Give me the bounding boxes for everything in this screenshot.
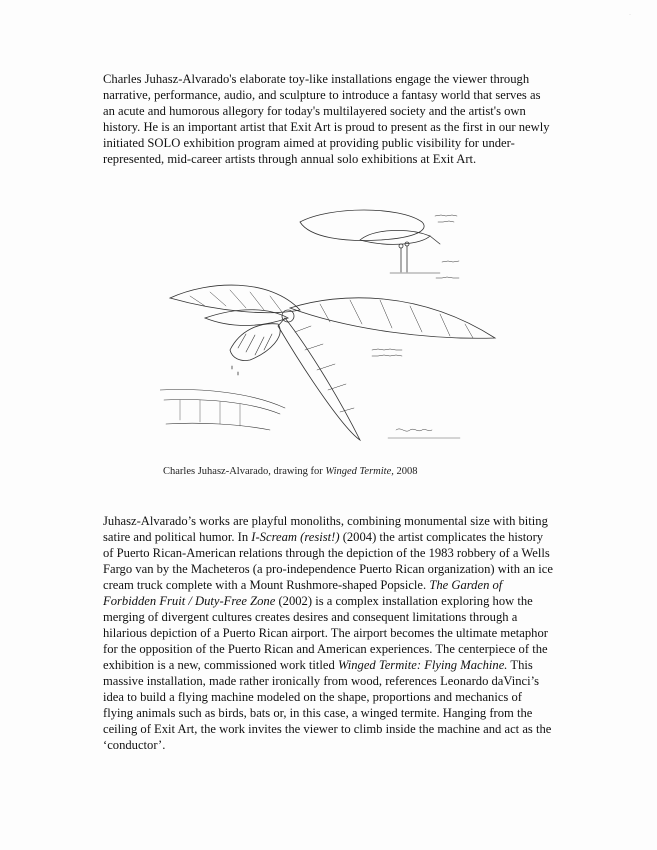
wing-lower xyxy=(278,318,360,440)
wing-upper-left xyxy=(170,285,300,313)
works-text-3: (2002) is a complex installation exploring how the merging of divergent cultures creates desires and consequent limitations through a hilarious depiction of a Puerto Rican airport. The airport becomes the ultimate metaphor for the opposition of the Puerto Rican and American experiences. The centerpiece of the exhibition is a new, commissioned work titled xyxy=(103,594,548,672)
scan-mark: · xyxy=(629,12,631,18)
intro-paragraph: Charles Juhasz-Alvarado's elaborate toy-like installations engage the viewer through narrative, performance, audio, and sculpture to introduce a fantasy world that serves as an acute and humorous allegory for today's multilayered society and the artist's own history. He is an important artist that Exit Art is proud to present as the first in our newly initiated SOLO exhibition program aimed at providing public visibility for under-represented, mid-career artists through annual solo exhibitions at Exit Art. xyxy=(103,72,550,166)
figure-caption xyxy=(163,465,483,478)
work-title-i-scream: I-Scream (resist!) xyxy=(251,530,340,544)
work-title-garden: The Garden of Forbidden Fruit / Duty-Free Zone xyxy=(103,578,503,608)
works-text-4: This massive installation, made rather ironically from wood, references Leonardo daVinci’s idea to build a flying machine modeled on the shape, proportions and mechanics of flying animals such as birds, bats or, in this case, a winged termite. Hanging from the ceiling of Exit Art, the work invites the viewer to climb inside the machine and act as the ‘conductor’. xyxy=(103,658,552,752)
works-text-2: (2004) the artist complicates the history of Puerto Rican-American relations through the depiction of the 1983 robbery of a Wells Fargo van by the Macheteros (a pro-independence Puerto Rican organization) with an ice cream truck complete with a Mount Rushmore-shaped Popsicle. xyxy=(103,530,553,592)
small-wing-outline xyxy=(300,210,424,240)
winged-termite-drawing xyxy=(160,200,500,455)
caption-prefix: Charles Juhasz-Alvarado, drawing for xyxy=(163,466,326,477)
caption-title: Winged Termite, xyxy=(325,466,394,477)
wing-upper-right xyxy=(290,298,495,338)
wing-fragment-sketch xyxy=(160,390,285,430)
caption-suffix: 2008 xyxy=(393,466,418,477)
sketch-illustration xyxy=(160,200,500,455)
artist-signature-mark xyxy=(396,429,432,431)
small-wing-tip xyxy=(430,236,440,244)
works-paragraph xyxy=(103,513,553,753)
work-title-winged-termite: Winged Termite: Flying Machine. xyxy=(337,658,508,672)
small-wing-body xyxy=(360,230,430,244)
works-text-1: Juhasz-Alvarado’s works are playful monoliths, combining monumental size with biting satire and political humor. In xyxy=(103,514,548,544)
